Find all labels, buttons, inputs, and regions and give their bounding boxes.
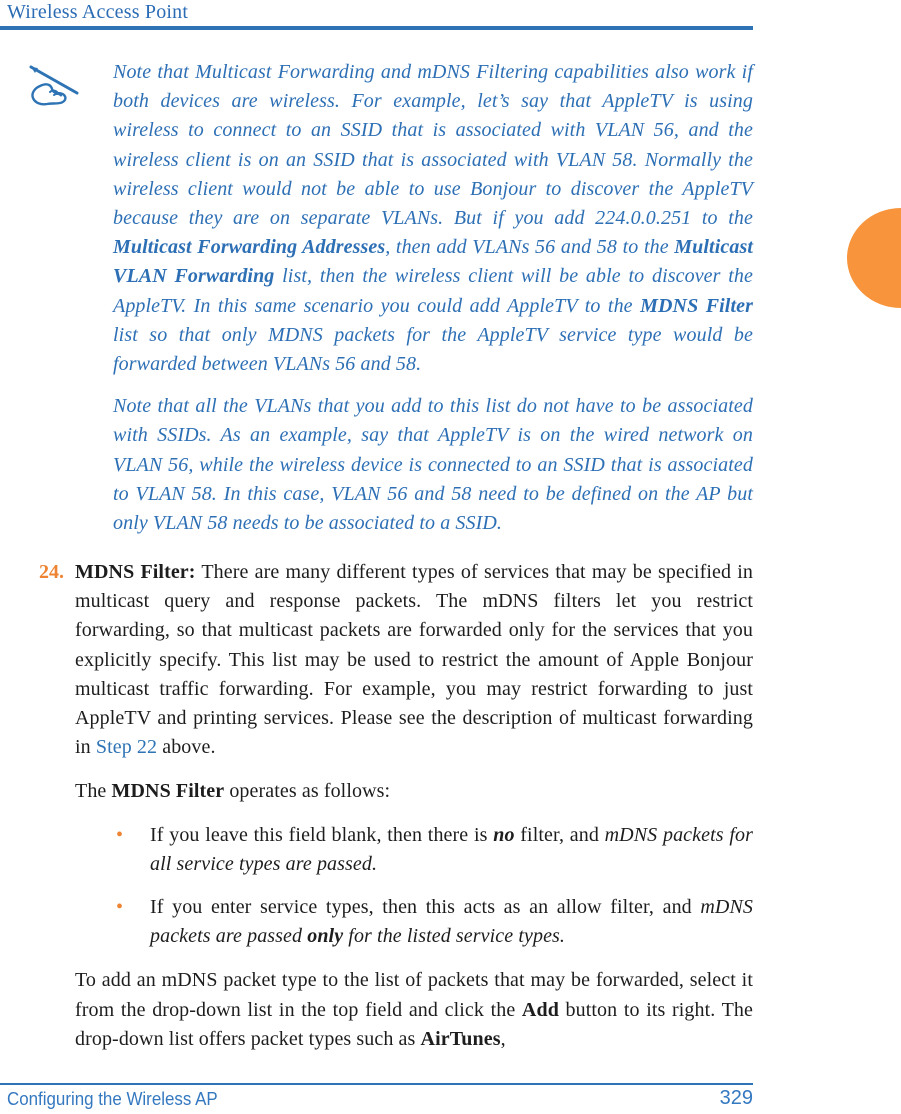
mdns-filter-bold: MDNS Filter	[111, 780, 225, 803]
bullet-icon: •	[116, 823, 124, 846]
note-paragraph-2: Note that all the VLANs that you add to this list do not have to be associated with SSIDs. As an example, say that AppleTV is on the wired network on VLAN 56, while the wireless device is connected to an SSID that is associated to VLAN 58. In this case, VLAN 56 and 58 need to be defined on the AP but only VLAN 58 needs to be associated to a SSID.	[113, 395, 753, 535]
note-pencil-icon	[27, 62, 83, 110]
mdns-filter-label: MDNS Filter:	[75, 561, 196, 583]
bullet-item-2	[75, 893, 753, 951]
page-title: Wireless Access Point	[7, 1, 189, 23]
closing-paragraph: To add an mDNS packet type to the list of packets that may be forwarded, select it from the drop-down list in the top field and click the Add button to its right. The drop-down list offers packet types such as AirTunes,	[75, 969, 753, 1050]
emphasis-mdns-filter: MDNS Filter	[640, 294, 753, 317]
item24-paragraph: MDNS Filter: There are many different types of services that may be specified in multicast query and response packets. The mDNS filters let you restrict forwarding, so that multicast packets are forwarded only for the services that you explicitly specify. This list may be used to restrict the amount of Apple Bonjour multicast traffic forwarding. For example, you may restrict forwarding to just AppleTV and printing services. Please see the description of multicast forwarding in Step 22 above.	[75, 561, 753, 759]
operates-paragraph: The MDNS Filter operates as follows:	[75, 780, 391, 803]
bullet-icon: •	[116, 896, 124, 919]
emphasis-multicast-vlan-forwarding: Multicast VLAN Forwarding	[113, 236, 753, 288]
step-22-link[interactable]: Step 22	[95, 736, 158, 759]
airtunes-mention: AirTunes	[420, 1027, 501, 1050]
emphasis-multicast-forwarding-addresses: Multicast Forwarding Addresses	[113, 236, 386, 259]
list-number: 24.	[39, 561, 64, 583]
chapter-tab	[847, 208, 901, 308]
list-item-24	[39, 558, 753, 1054]
note-block	[113, 58, 753, 551]
add-button-mention: Add	[521, 998, 559, 1021]
note-paragraph-1: Note that Multicast Forwarding and mDNS Filtering capabilities also work if both devices are wireless. For example, let’s say that AppleTV is using wireless to connect to an SSID that is associated with VLAN 56, and the wireless client is on an SSID that is associated with VLAN 58. Normally the wireless client would not be able to use Bonjour to discover the AppleTV because they are on separate VLANs. But if you add 224.0.0.251 to the Multicast Forwarding Addresses, then add VLANs 56 and 58 to the Multicast VLAN Forwarding list, then the wireless client will be able to discover the AppleTV. In this same scenario you could add AppleTV to the MDNS Filter list so that only MDNS packets for the AppleTV service type would be forwarded between VLANs 56 and 58.	[113, 61, 754, 376]
header-rule	[0, 26, 753, 30]
bullet-1-text: If you leave this field blank, then there is no filter, and mDNS packets for all service types are passed.	[150, 823, 753, 875]
footer-section-title: Configuring the Wireless AP	[7, 1089, 218, 1109]
bullet-item-1	[75, 821, 753, 879]
page-number: 329	[719, 1087, 753, 1109]
footer-rule	[0, 1083, 753, 1085]
bullet-2-text: If you enter service types, then this acts as an allow filter, and mDNS packets are passed only for the listed service types.	[150, 896, 753, 948]
